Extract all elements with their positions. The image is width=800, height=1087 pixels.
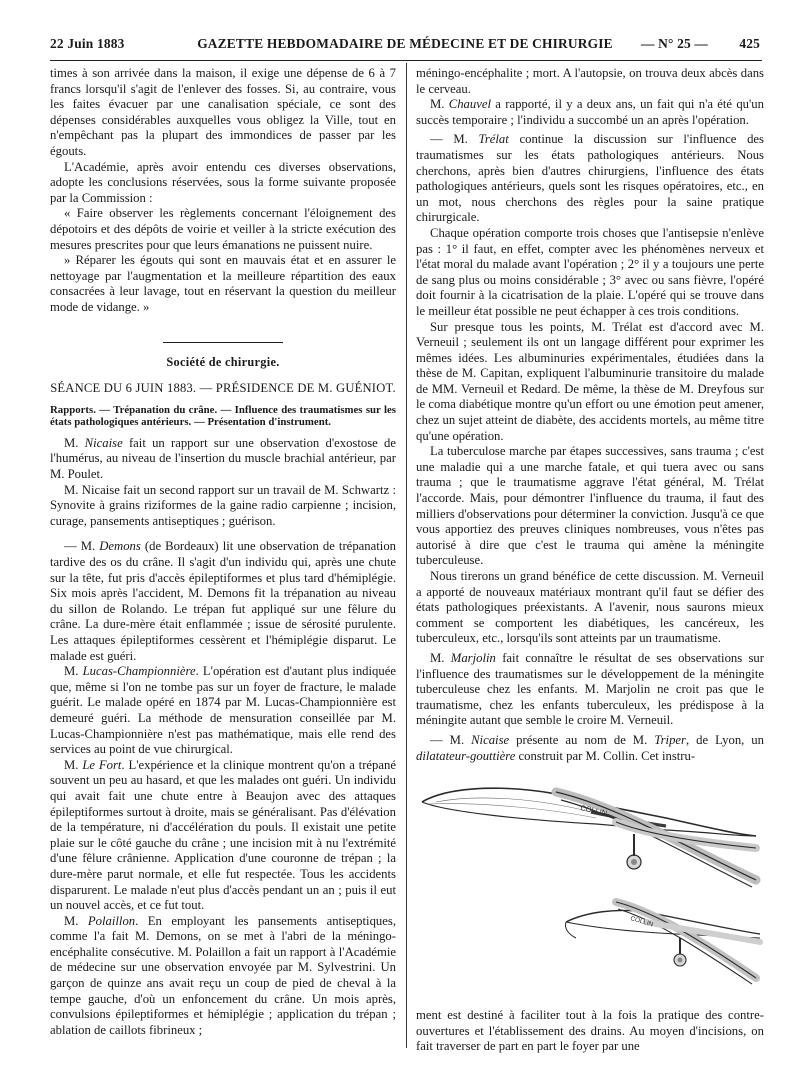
header-date: 22 Juin 1883 (50, 36, 125, 51)
paragraph-trois-choses: Chaque opération comporte trois choses que l'antisepsie n'enlève pas : 1° il faut, en effet, compter avec les phénomènes nerveux et l'état moral du malade avant l'opération ; 2° il y a toujours une perte de sang plus ou moins considérable ; 3° avec ou sans fièvre, l'opéré doit fournir à la cicatrisation de la plaie. L'opéré qui se trouve dans le meilleur état possible ne peut échapper à ces trois conditions. (416, 225, 764, 318)
paragraph-trelat: — M. Trélat continue la discussion sur l'influence des traumatismes sur les états pathologiques antérieurs. Nous cherchons, après bien d'autres chirurgiens, l'influence des états pathologiques antérieurs, quels sont les risques opératoires, etc., en un mot, nous cherchons des règles pour la saine pratique chirurgicale. (416, 132, 764, 225)
paragraph-polaillon: M. Polaillon. En employant les pansements antiseptiques, comme l'a fait M. Demons, on se met à l'abri de la méningo-encéphalite consécutive. M. Polaillon a fait un rapport à l'Académie de médecine sur une observation envoyée par M. Sylvestrini. Un garçon de quinze ans avait reçu un coup de pied de cheval à la tempe gauche, d'où un enfoncement du crâne. Un mois après, convulsions épileptiformes et hémiplégie ; application du trépan ; ablation de caillots fibrineux ; (50, 913, 396, 1037)
instrument-name: dilatateur-gouttière (416, 748, 516, 763)
dilatateur-figure (416, 772, 764, 1004)
header-journal-title: GAZETTE HEBDOMADAIRE DE MÉDECINE ET DE CHIRURGIE (197, 36, 613, 51)
dilatateur-large (422, 788, 756, 887)
paragraph-chauvel: M. Chauvel a rapporté, il y a deux ans, un fait qui n'a été qu'un succès temporaire ; l'individu a succombé un an après l'opération. (416, 97, 764, 127)
name-chauvel: Chauvel (448, 97, 492, 112)
session-summary: Rapports. — Trépanation du crâne. — Influence des traumatismes sur les états pathologiques antérieurs. — Présentation d'instrument. (50, 403, 396, 429)
paragraph-verneuil-accord: Sur presque tous les points, M. Trélat est d'accord avec M. Verneuil ; seulement ils ont un langage différent pour exprimer les mêmes idées. Les albuminuries expérimentales, étudiées dans la thèse de M. Capitan, expliquent l'albuminurie transitoire du malade de MM. Verneuil et Redard. De même, la thèse de M. Dreyfous sur le coma diabétique montre qu'un effort ou une émotion peut amener, chez un sujet atteint de diabète, des accidents mortels, au même titre qu'une opération. (416, 319, 764, 443)
name-marjolin: Marjolin (450, 650, 496, 665)
figure-label-collin-1: COLLIN (579, 803, 608, 818)
paragraph-conclusion-2: » Réparer les égouts qui sont en mauvais état et en assurer le nettoyage par l'augmentation et la meilleure répartition des eaux consacrées à leur lavage, tout en réservant la question du meilleur mode de vidange. » (50, 253, 396, 314)
right-column (416, 66, 764, 1055)
name-nicaise: Nicaise (84, 435, 123, 450)
paragraph-nicaise-instrument: — M. Nicaise présente au nom de M. Triper, de Lyon, un dilatateur-gouttière construit par M. Collin. Cet instru- (416, 732, 764, 763)
paragraph-conclusion-1: « Faire observer les règlements concernant l'éloignement des dépotoirs et des dépôts de voirie et veiller à la stricte exécution des mesures prescrites pour que leurs émanations ne puissent nuire. (50, 206, 396, 252)
name-triper: Triper (654, 732, 686, 747)
paragraph-tuberculose: La tuberculose marche par étapes successives, sans trauma ; c'est une maladie qui a une marche fatale, et qui tuera avec ou sans trauma ; que le traumatisme aggrave l'état général, M. Trélat l'accorde. Mais, pour démontrer l'influence du trauma, il faut des milliers d'observations pour déterminer la conviction. Jusqu'à ce que vous apportiez des preuves cliniques nombreuses, vous n'êtes pas autorisé à dire que c'est le trauma qui amène la méningite tuberculeuse. (416, 444, 764, 568)
paragraph-nicaise-rapport: M. Nicaise fait un rapport sur une observation d'exostose de l'humérus, au niveau de l'insertion du muscle brachial antérieur, par M. Poulet. (50, 435, 396, 482)
paragraph-nicaise-second-rapport: M. Nicaise fait un second rapport sur un travail de M. Schwartz : Synovite à grains riziformes de la gaine radio carpienne ; incision, curage, pansements antiseptiques ; guérison. (50, 482, 396, 528)
name-nicaise-2: Nicaise (471, 732, 510, 747)
header-issue-number: — N° 25 — (640, 36, 708, 51)
paragraph-lucas-championniere: M. Lucas-Championnière. L'opération est d'autant plus indiquée que, même si l'on ne tombe pas sur un foyer de fracture, le malade guérit. Le malade opéré en 1874 par M. Lucas-Championnière est demeuré guéri. La méthode de mensuration conseillée par M. Lucas-Championnière n'est pas mathématique, mais elle rend des services au point de vue chirurgical. (50, 664, 396, 757)
paragraph-le-fort: M. Le Fort. L'expérience et la clinique montrent qu'on a trépané souvent un peu au hasard, et que les malades ont guéri. Un individu qui avait fait une chute entre à Beaujon avec des attaques épileptiformes surtout à droite, mais se généralisant. Pas d'élévation de la température, ni d'accélération du pouls. Il existait une petite plaie sur le côté gauche du crâne ; une incision mit à nu l'extrémité d'une fêlure crânienne. Application d'une couronne de trépan ; la dure-mère parut normale, et elle fut respectée. Tous les accidents disparurent. Le malade n'eut plus d'accès pendant un an ; puis il eut un nouvel accès, et ce fut tout. (50, 757, 397, 913)
running-header (50, 36, 760, 58)
dilatateur-small (565, 902, 760, 984)
name-trelat: Trélat (478, 132, 509, 147)
name-le-fort: Le Fort (82, 757, 122, 772)
column-divider (406, 63, 407, 1048)
paragraph-instrument-usage: ment est destiné à faciliter tout à la fois la pratique des contre-ouvertures et l'établissement des drains. Au moyen d'incisions, on fait traverser de part en part le foyer par une (416, 1008, 764, 1054)
section-separator (163, 342, 283, 343)
paragraph-autopsie: méningo-encéphalite ; mort. A l'autopsie, on trouva deux abcès dans le cerveau. (416, 66, 764, 96)
seance-heading: SÉANCE DU 6 JUIN 1883. — PRÉSIDENCE DE M. GUÉNIOT. (50, 381, 396, 396)
header-rule (50, 60, 762, 61)
header-page-number: 425 (739, 36, 760, 51)
name-polaillon: Polaillon (87, 913, 136, 928)
paragraph-academie-conclusions: L'Académie, après avoir entendu ces diverses observations, adopte les conclusions réservées, sous la forme suivante proposée par la Commission : (50, 159, 396, 205)
left-column (50, 66, 396, 1038)
paragraph-vidange-cost: times à son arrivée dans la maison, il exige une dépense de 6 à 7 francs lorsqu'il s'agit de l'enlever des fosses. Si, au contraire, vous les faites évacuer par une canalisation spéciale, ce sont des dépenses considérables auxquelles vous obligez la Ville, tout en n'empêchant pas la plupart des immondices de passer par les égouts. (50, 66, 396, 158)
paragraph-demons: — M. Demons (de Bordeaux) lit une observation de trépanation tardive des os du crâne. Il s'agit d'un individu qui, après une chute sur la tête, fut pris d'accès épileptiformes et plus tard d'hémiplégie. Six mois après l'accident, M. Demons fit la trépanation au niveau du sillon de Rolando. Le trépan fut appliqué sur une fêlure du crâne. La dure-mère était enflammée ; issue de sérosité purulente. Les attaques épileptiformes cessèrent et l'hémiplégie disparut. Le malade est guéri. (50, 539, 397, 663)
figure-label-collin-2: COLLIN (629, 915, 654, 929)
name-demons: Demons (99, 539, 141, 554)
paragraph-marjolin: M. Marjolin fait connaître le résultat de ses observations sur l'influence des traumatismes sur le développement de la méningite tuberculeuse chez les enfants. M. Marjolin ne croit pas que le traumatisme, chez les enfants tuberculeux, les prédispose à la méningite autant que semble le croire M. Verneuil. (416, 650, 765, 728)
paragraph-benefice-discussion: Nous tirerons un grand bénéfice de cette discussion. M. Verneuil a apporté de nouveaux matériaux montrant qu'il faut se défier des états pathologiques préexistants. A l'avenir, nous saurons mieux comment se comportent les diabétiques, les cancéreux, les tuberculeux, etc., lorsqu'ils sont atteints par un traumatisme. (416, 569, 764, 646)
section-title-societe-chirurgie: Société de chirurgie. (166, 354, 280, 369)
name-lucas-championniere: Lucas-Championnière (82, 664, 196, 679)
